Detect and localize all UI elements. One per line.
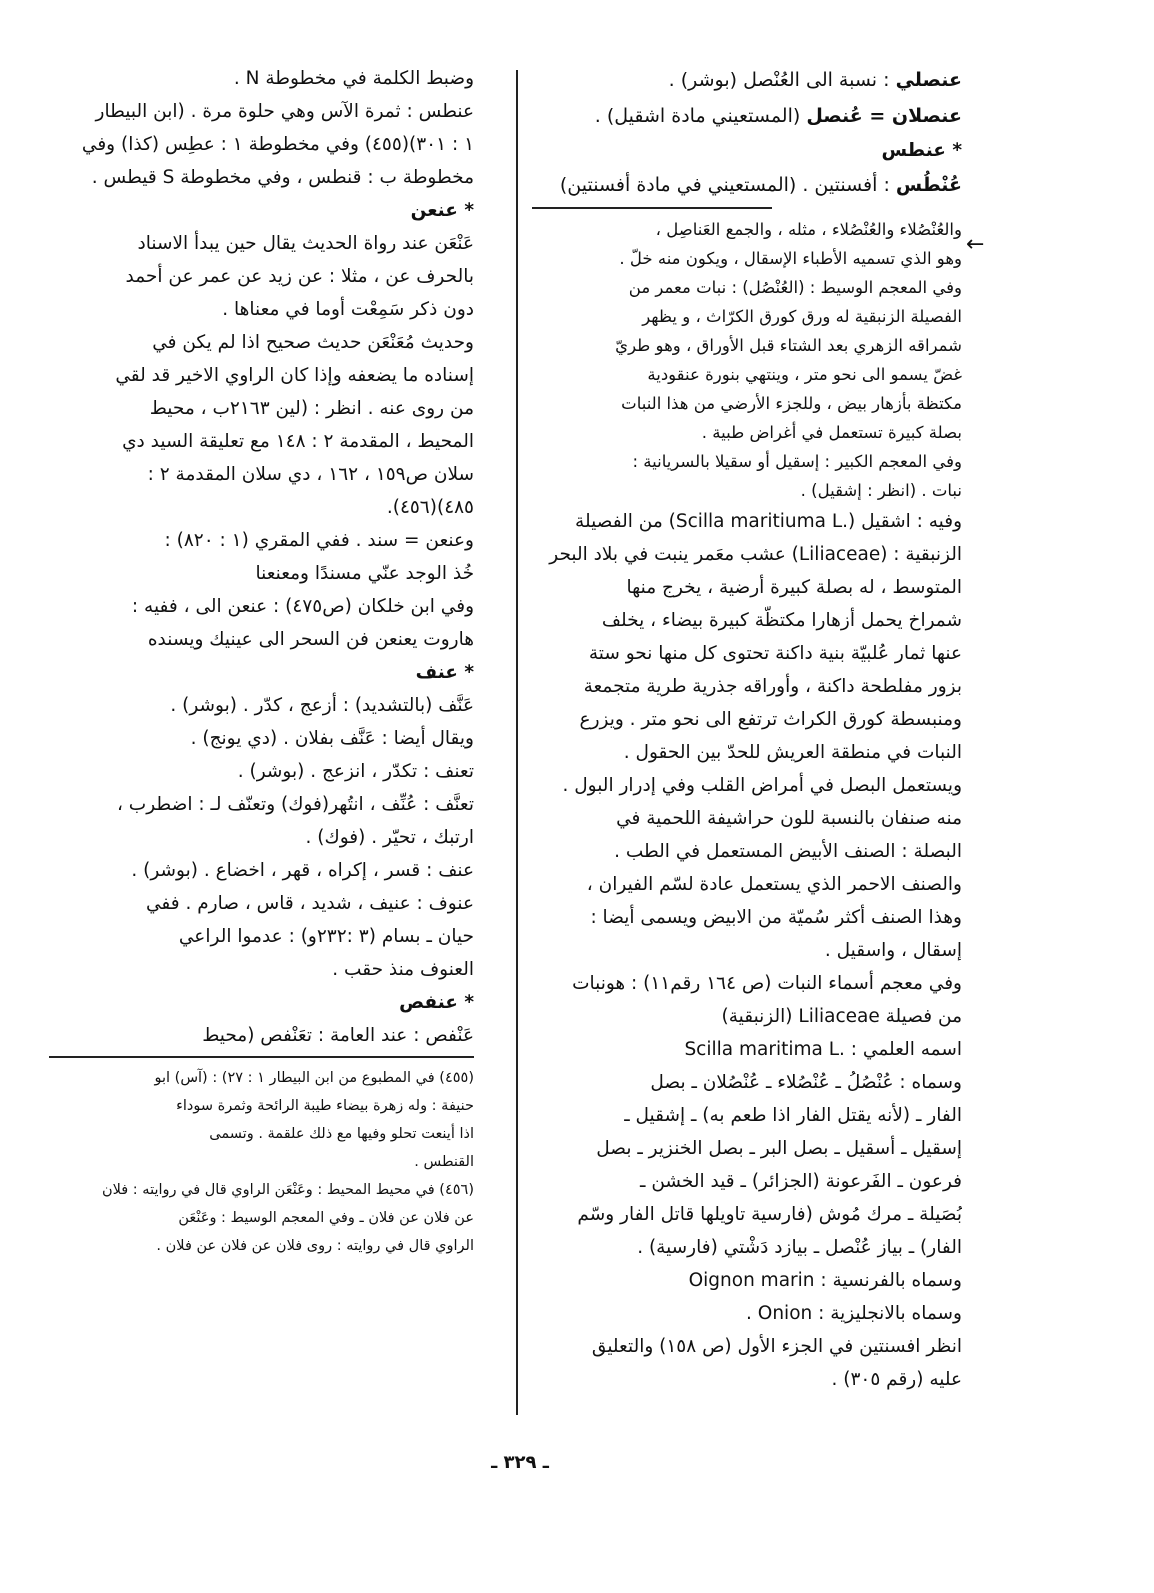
text-line: عليه (رقم ٣٠٥) . bbox=[831, 1369, 962, 1390]
text-line: بزور مفلطحة داكنة ، وأوراقه جذرية طرية متجمعة bbox=[583, 676, 962, 697]
text-line: إسقال ، واسقيل . bbox=[824, 940, 962, 961]
text-line: الفار ـ (لأنه يقتل الفار اذا طعم به) ـ إشقيل ـ bbox=[624, 1105, 962, 1126]
footnote-line: اذا أينعت تحلو وفيها مع ذلك علقمة . وتسمى bbox=[209, 1126, 474, 1142]
text-line: خُذ الوجد عنّي مسندًا ومعنعنا bbox=[255, 563, 474, 584]
section-head-anfas: * عنفص bbox=[399, 992, 474, 1013]
text-line: دون ذكر سَمِعْت أوما في معناها . bbox=[222, 299, 474, 320]
entry-unsuli: عنصلي : نسبة الى العُنْصل (بوشر) . bbox=[668, 69, 962, 91]
text-line: عنها ثمار عُلبيّة بنية داكنة تحتوى كل منها نحو ستة bbox=[588, 643, 962, 664]
text-line: العنوف منذ حقب . bbox=[332, 959, 474, 980]
text-line: ويقال أيضا : عَنَّف بفلان . (دي يونج) . bbox=[190, 728, 474, 749]
text-line: وفي المعجم الوسيط : (العُنْصُل) : نبات معمر من bbox=[628, 278, 962, 297]
section-head-anan: * عنعن bbox=[410, 200, 474, 221]
text-line: الزنبقية : (Liliaceae) عشب معَمر ينبت في بلاد البحر bbox=[549, 544, 962, 565]
text-line: وسماه : عُنْصُلُ ـ عُنْصُلاء ـ عُنْصُلان ـ بصل bbox=[650, 1072, 962, 1093]
text-line: ويستعمل البصل في أمراض القلب وفي إدرار البول . bbox=[562, 775, 962, 796]
text-line: وفي ابن خلكان (ص٤٧٥) : عنعن الى ، ففيه : bbox=[131, 596, 474, 617]
text-line: تعنَّف : عُنِّف ، انتُهر(فوك) وتعنّف لـ : اضطرب ، bbox=[116, 794, 474, 815]
text-line: مخطوطة ب : قنطس ، وفي مخطوطة S قيطس . bbox=[91, 167, 474, 188]
text-line: البصلة : الصنف الأبيض المستعمل في الطب . bbox=[614, 841, 962, 862]
text-line: من روى عنه . انظر : (لين ٢١٦٣ب ، محيط bbox=[149, 398, 474, 419]
text-line: سلان ص١٥٩ ، ١٦٢ ، دي سلان المقدمة ٢ : bbox=[147, 464, 474, 485]
text-line: ١ : ٣٠١)(٤٥٥) وفي مخطوطة ١ : عطِس (كذا) وفي bbox=[81, 134, 474, 155]
text-line: حيان ـ بسام (٣ :٢٣٢و) : عدموا الراعي bbox=[178, 926, 474, 947]
text-line: فرعون ـ الفَرعونة (الجزائر) ـ قيد الخشن ـ bbox=[640, 1171, 962, 1192]
footnote-line: (٤٥٥) في المطبوع من ابن البيطار ١ : ٢٧) : (آس) ابو bbox=[154, 1070, 474, 1086]
text-line: وفي المعجم الكبير : إسقيل أو سقيلا بالسريانية : bbox=[632, 452, 962, 471]
text-line: الفار) ـ بياز عُنْصل ـ بيازد دَشْتي (فارسية) . bbox=[637, 1237, 962, 1258]
text-line: عَنْفص : عند العامة : تعَنْفص (محيط bbox=[202, 1025, 474, 1046]
text-line: الفصيلة الزنبقية له ورق كورق الكرّاث ، و يظهر bbox=[642, 307, 962, 326]
section-head-anf: * عنف bbox=[415, 662, 474, 683]
text-line: انظر افسنتين في الجزء الأول (ص ١٥٨) والتعليق bbox=[591, 1336, 962, 1357]
continuation-block bbox=[532, 215, 962, 505]
column-divider bbox=[516, 70, 518, 1415]
right-column bbox=[532, 62, 962, 1396]
text-line: النبات في منطقة العريش للحدّ بين الحقول . bbox=[623, 742, 962, 763]
text-line: وفي معجم أسماء النبات (ص ١٦٤ رقم١١) : هونبات bbox=[572, 973, 962, 994]
text-line: عَنَّف (بالتشديد) : أزعج ، كدّر . (بوشر) . bbox=[170, 695, 474, 716]
text-line: المتوسط ، له بصلة كبيرة أرضية ، يخرج منها bbox=[626, 577, 962, 598]
text-line: عنطس : ثمرة الآس وهي حلوة مرة . (ابن البيطار bbox=[95, 101, 474, 122]
footnote-line: الراوي قال في روايته : روى فلان عن فلان عن فلان . bbox=[156, 1238, 474, 1254]
text-line: وضبط الكلمة في مخطوطة N . bbox=[233, 68, 474, 89]
text-line: نبات . (انظر : إشقيل) . bbox=[800, 481, 962, 500]
footnote-separator bbox=[532, 207, 772, 209]
left-block-b bbox=[49, 227, 474, 656]
footnote-line: عن فلان عن فلان ـ وفي المعجم الوسيط : وعَنْعَن bbox=[178, 1210, 474, 1226]
footnote-line: القنطس . bbox=[414, 1154, 474, 1170]
text-line: شمراخ يحمل أزهارا مكتظّة كبيرة بيضاء ، يخلف bbox=[601, 610, 962, 631]
page-number: ـ ٣٢٩ ـ bbox=[491, 1452, 549, 1473]
text-line: ومنبسطة كورق الكراث ترتفع الى نحو متر . ويزرع bbox=[579, 709, 962, 730]
text-line: هاروت يعنعن فن السحر الى عينيك ويسنده bbox=[147, 629, 474, 650]
text-line: إسقيل ـ أسقيل ـ بصل البر ـ بصل الخنزير ـ بصل bbox=[596, 1138, 962, 1159]
text-line: المحيط ، المقدمة ٢ : ١٤٨ مع تعليقة السيد دي bbox=[122, 431, 474, 452]
footnote-separator bbox=[49, 1056, 474, 1058]
text-line: تعنف : تكدّر ، انزعج . (بوشر) . bbox=[237, 761, 474, 782]
text-line: عنوف : عنيف ، شديد ، قاس ، صارم . ففي bbox=[145, 893, 474, 914]
text-line: منه صنفان بالنسبة للون حراشيفة اللحمية في bbox=[616, 808, 962, 829]
text-line: والصنف الاحمر الذي يستعمل عادة لسّم الفيران ، bbox=[586, 874, 962, 895]
text-line: من فصيلة Liliaceae (الزنبقية) bbox=[721, 1006, 962, 1027]
text-line: بصلة كبيرة تستعمل في أغراض طبية . bbox=[701, 423, 962, 442]
left-column bbox=[49, 62, 474, 1260]
text-line: بالحرف عن ، مثلا : عن زيد عن عمر عن أحمد bbox=[125, 266, 474, 287]
left-block-c bbox=[49, 689, 474, 986]
text-line: وهذا الصنف أكثر سُميّة من الابيض ويسمى أيضا : bbox=[590, 907, 962, 928]
text-line: ارتبك ، تحيّر . (فوك) . bbox=[305, 827, 474, 848]
footnote-line: (٤٥٦) في محيط المحيط : وعَنْعَن الراوي قال في روايته : فلان bbox=[101, 1182, 474, 1198]
left-block-a bbox=[49, 62, 474, 194]
text-line: عَنْعَن عند رواة الحديث يقال حين يبدأ الاسناد bbox=[137, 233, 474, 254]
text-line: إسناده ما يضعفه وإذا كان الراوي الاخير قد لقي bbox=[115, 365, 474, 386]
text-line: وسماه بالانجليزية : Onion . bbox=[746, 1303, 962, 1324]
text-line: والعُنْصُلاء والعُنْصُلاء ، مثله ، والجمع العَناصِل ، bbox=[655, 220, 962, 239]
section-head-antas: * عنطس bbox=[881, 140, 962, 161]
footnote-line: حنيفة : وله زهرة بيضاء طيبة الرائحة وثمرة سوداء bbox=[176, 1098, 474, 1114]
text-line: وهو الذي تسميه الأطباء الإسقال ، ويكون منه خلّ . bbox=[619, 249, 962, 268]
text-line: ٤٨٥)(٤٥٦). bbox=[386, 497, 474, 518]
continuation-block-large bbox=[532, 505, 962, 1396]
text-line: عنف : قسر ، إكراه ، قهر ، اخضاع . (بوشر) . bbox=[131, 860, 474, 881]
text-line: اسمه العلمي : .Scilla maritima L bbox=[684, 1039, 962, 1060]
text-line: وسماه بالفرنسية : Oignon marin bbox=[688, 1270, 962, 1291]
text-line: مكتظة بأزهار بيض ، وللجزء الأرضي من هذا النبات bbox=[621, 394, 962, 413]
text-line: بُصَيلة ـ مرك مُوش (فارسية تاويلها قاتل الفار وسّم bbox=[577, 1204, 962, 1225]
text-line: وفيه : اشقيل (.Scilla maritiuma L) من الفصيلة bbox=[575, 511, 962, 532]
footnotes bbox=[49, 1064, 474, 1260]
text-line: غضّ يسمو الى نحو متر ، وينتهي بنورة عنقودية bbox=[647, 365, 962, 384]
text-line: وحديث مُعَنْعَن حديث صحيح اذا لم يكن في bbox=[152, 332, 474, 353]
left-block-d bbox=[49, 1019, 474, 1052]
text-line: شمراقه الزهري بعد الشتاء قبل الأوراق ، وهو طريّ bbox=[615, 336, 962, 355]
entry-untus: عُنْطُس : أفسنتين . (المستعيني في مادة أفسنتين) bbox=[559, 174, 962, 196]
entry-unsulan: عنصلان = عُنصل (المستعيني مادة اشقيل) . bbox=[594, 105, 962, 127]
text-line: وعنعن = سند . ففي المقري (١ : ٨٢٠) : bbox=[164, 530, 474, 551]
continuation-arrow-icon: ← bbox=[966, 232, 985, 257]
